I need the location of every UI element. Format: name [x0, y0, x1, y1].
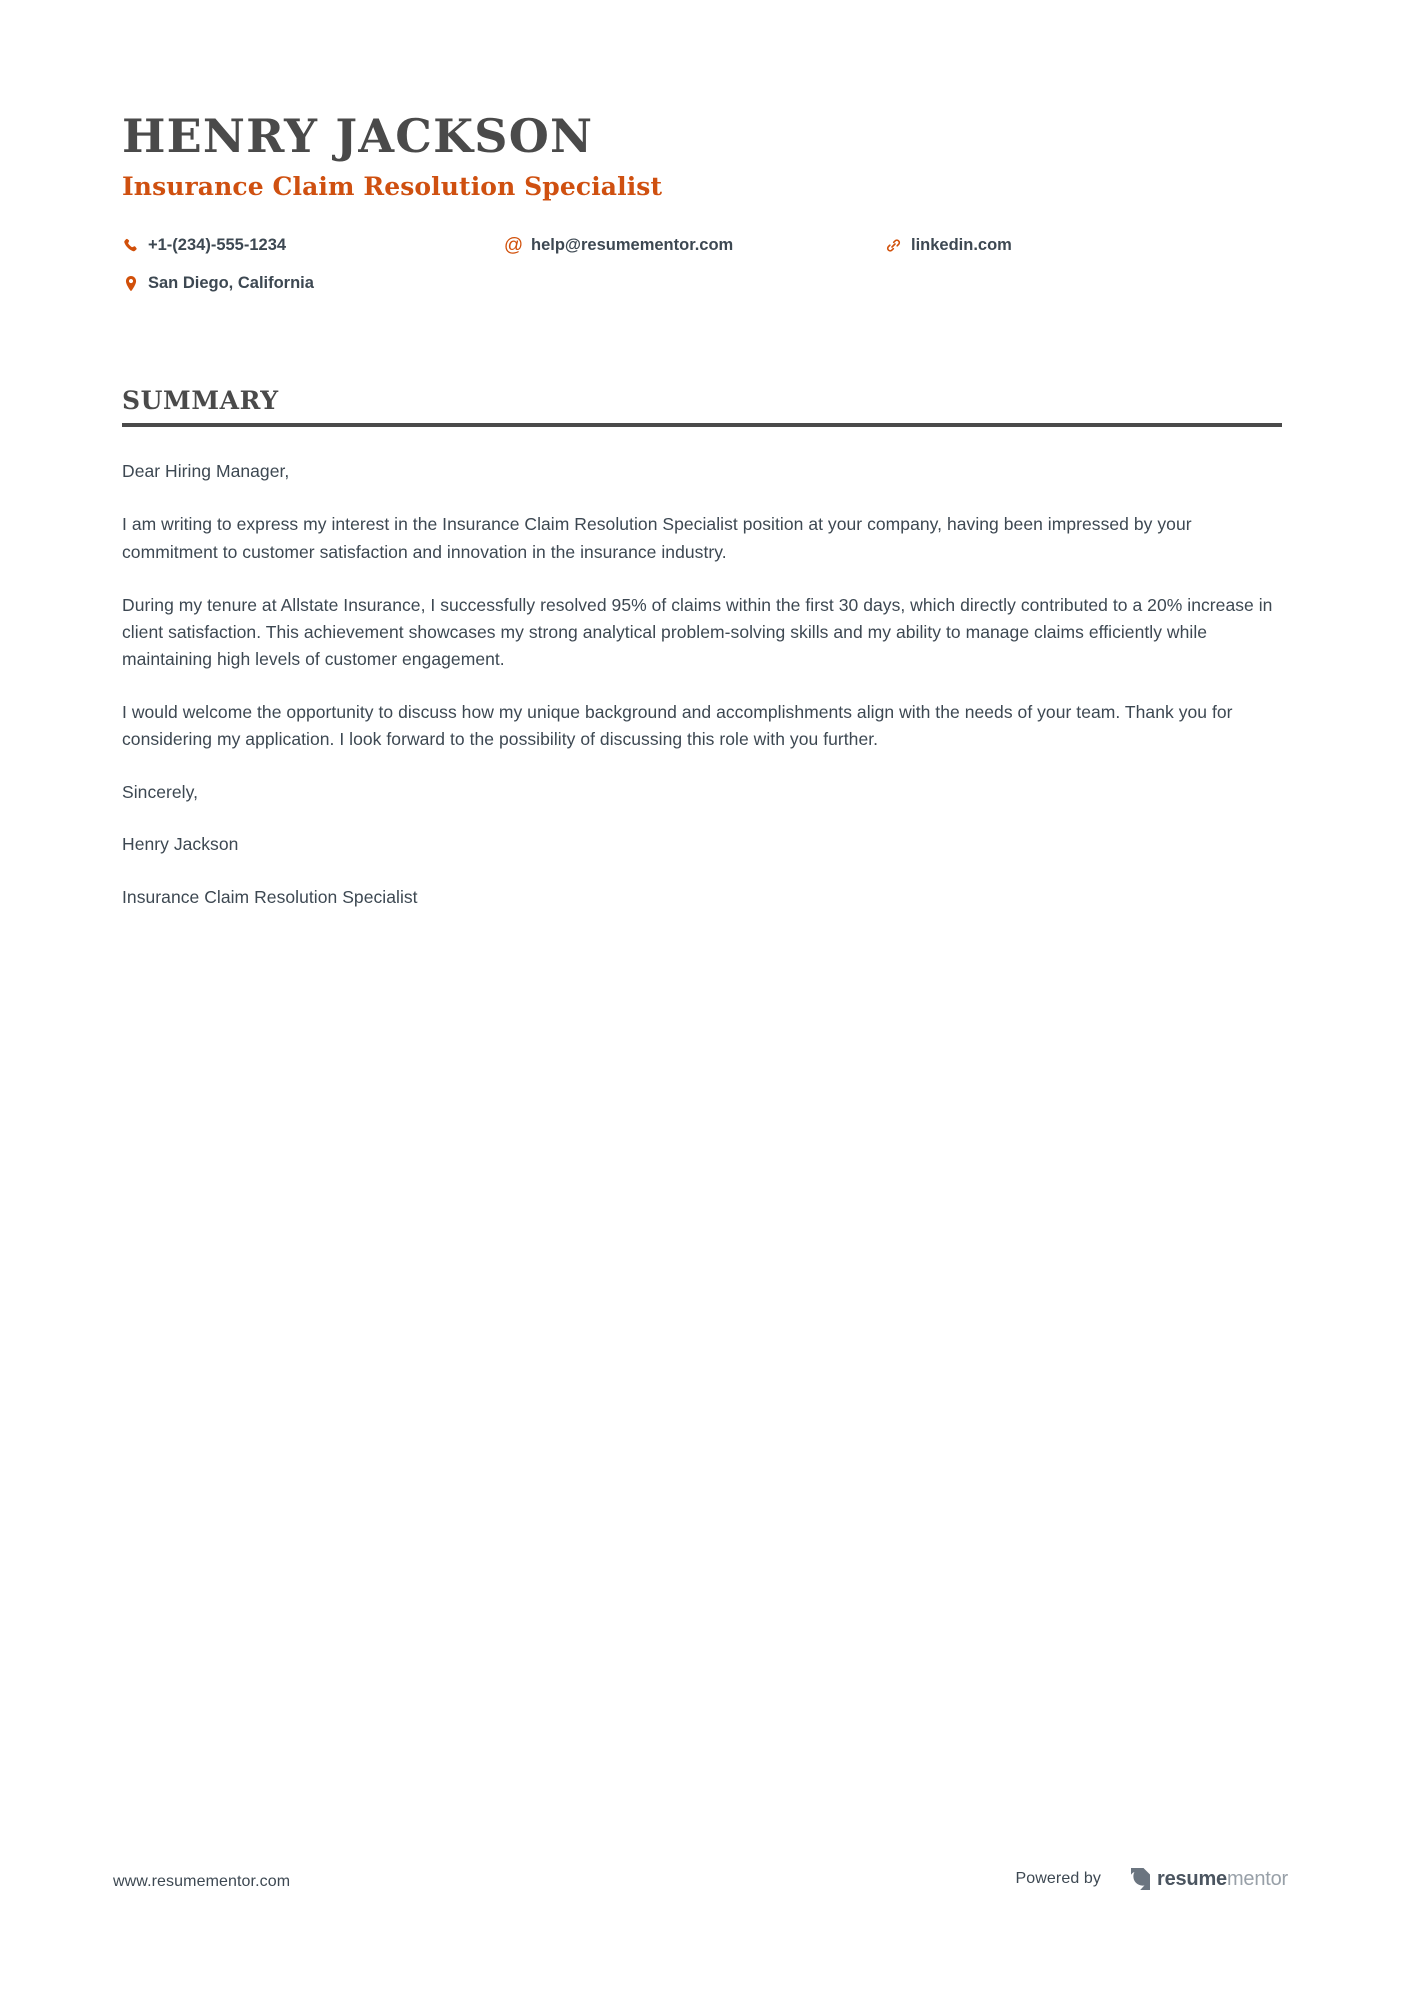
contact-phone[interactable]: [122, 237, 286, 254]
link-icon: [885, 237, 902, 254]
candidate-name: HENRY JACKSON: [122, 109, 594, 163]
contact-info: [122, 237, 1288, 313]
powered-by-label: Powered by: [1015, 1870, 1101, 1887]
letter-signoff: Sincerely,: [122, 782, 199, 803]
document-header: [122, 109, 1288, 202]
contact-website[interactable]: [885, 237, 1012, 254]
letter-signature-title: Insurance Claim Resolution Specialist: [122, 886, 418, 907]
summary-divider: [122, 423, 1282, 427]
summary-heading: SUMMARY: [122, 386, 279, 415]
letter-signature-name: Henry Jackson: [122, 834, 239, 855]
contact-website-text: linkedin.com: [911, 236, 1012, 255]
contact-email[interactable]: [505, 237, 733, 254]
phone-icon: [122, 237, 139, 254]
letter-paragraph-closing: I would welcome the opportunity to discuss how my unique background and accomplishments align with the needs of your team. Thank you for considering my application. I look forward to the possibility of discussing this role with you further.: [122, 702, 1233, 750]
brand-name-bold: resume: [1157, 1868, 1227, 1890]
letter-salutation: Dear Hiring Manager,: [122, 461, 290, 482]
footer-branding: [1016, 1868, 1289, 1890]
contact-row-primary: [122, 237, 1288, 275]
contact-phone-text: +1-(234)-555-1234: [148, 236, 287, 255]
resumementor-logo-icon: [1131, 1868, 1150, 1890]
cover-letter-body: [122, 458, 1282, 910]
contact-email-text: help@resumementor.com: [531, 236, 734, 255]
candidate-job-title: Insurance Claim Resolution Specialist: [122, 172, 663, 202]
contact-row-secondary: [122, 275, 1288, 313]
brand-name-light: mentor: [1226, 1868, 1288, 1890]
contact-location-text: San Diego, California: [148, 274, 314, 293]
at-icon: @: [503, 235, 524, 256]
letter-paragraph-experience: During my tenure at Allstate Insurance, I successfully resolved 95% of claims within the first 30 days, which directly contributed to a 20% increase in client satisfaction. This achievement showcases my strong analytical problem-solving skills and my ability to manage claims efficiently while maintaining high levels of customer engagement.: [122, 594, 1273, 669]
letter-paragraph-intro: I am writing to express my interest in the Insurance Claim Resolution Specialist position at your company, having been impressed by your commitment to customer satisfaction and innovation in the insurance industry.: [122, 514, 1192, 562]
document-footer: [0, 1868, 1410, 1908]
resumementor-logo[interactable]: [1131, 1868, 1288, 1890]
map-pin-icon: [122, 275, 139, 292]
footer-website-url[interactable]: www.resumementor.com: [113, 1873, 291, 1890]
summary-section: [122, 388, 1288, 911]
contact-location: [122, 275, 314, 292]
resumementor-logo-text: [1157, 1869, 1288, 1889]
